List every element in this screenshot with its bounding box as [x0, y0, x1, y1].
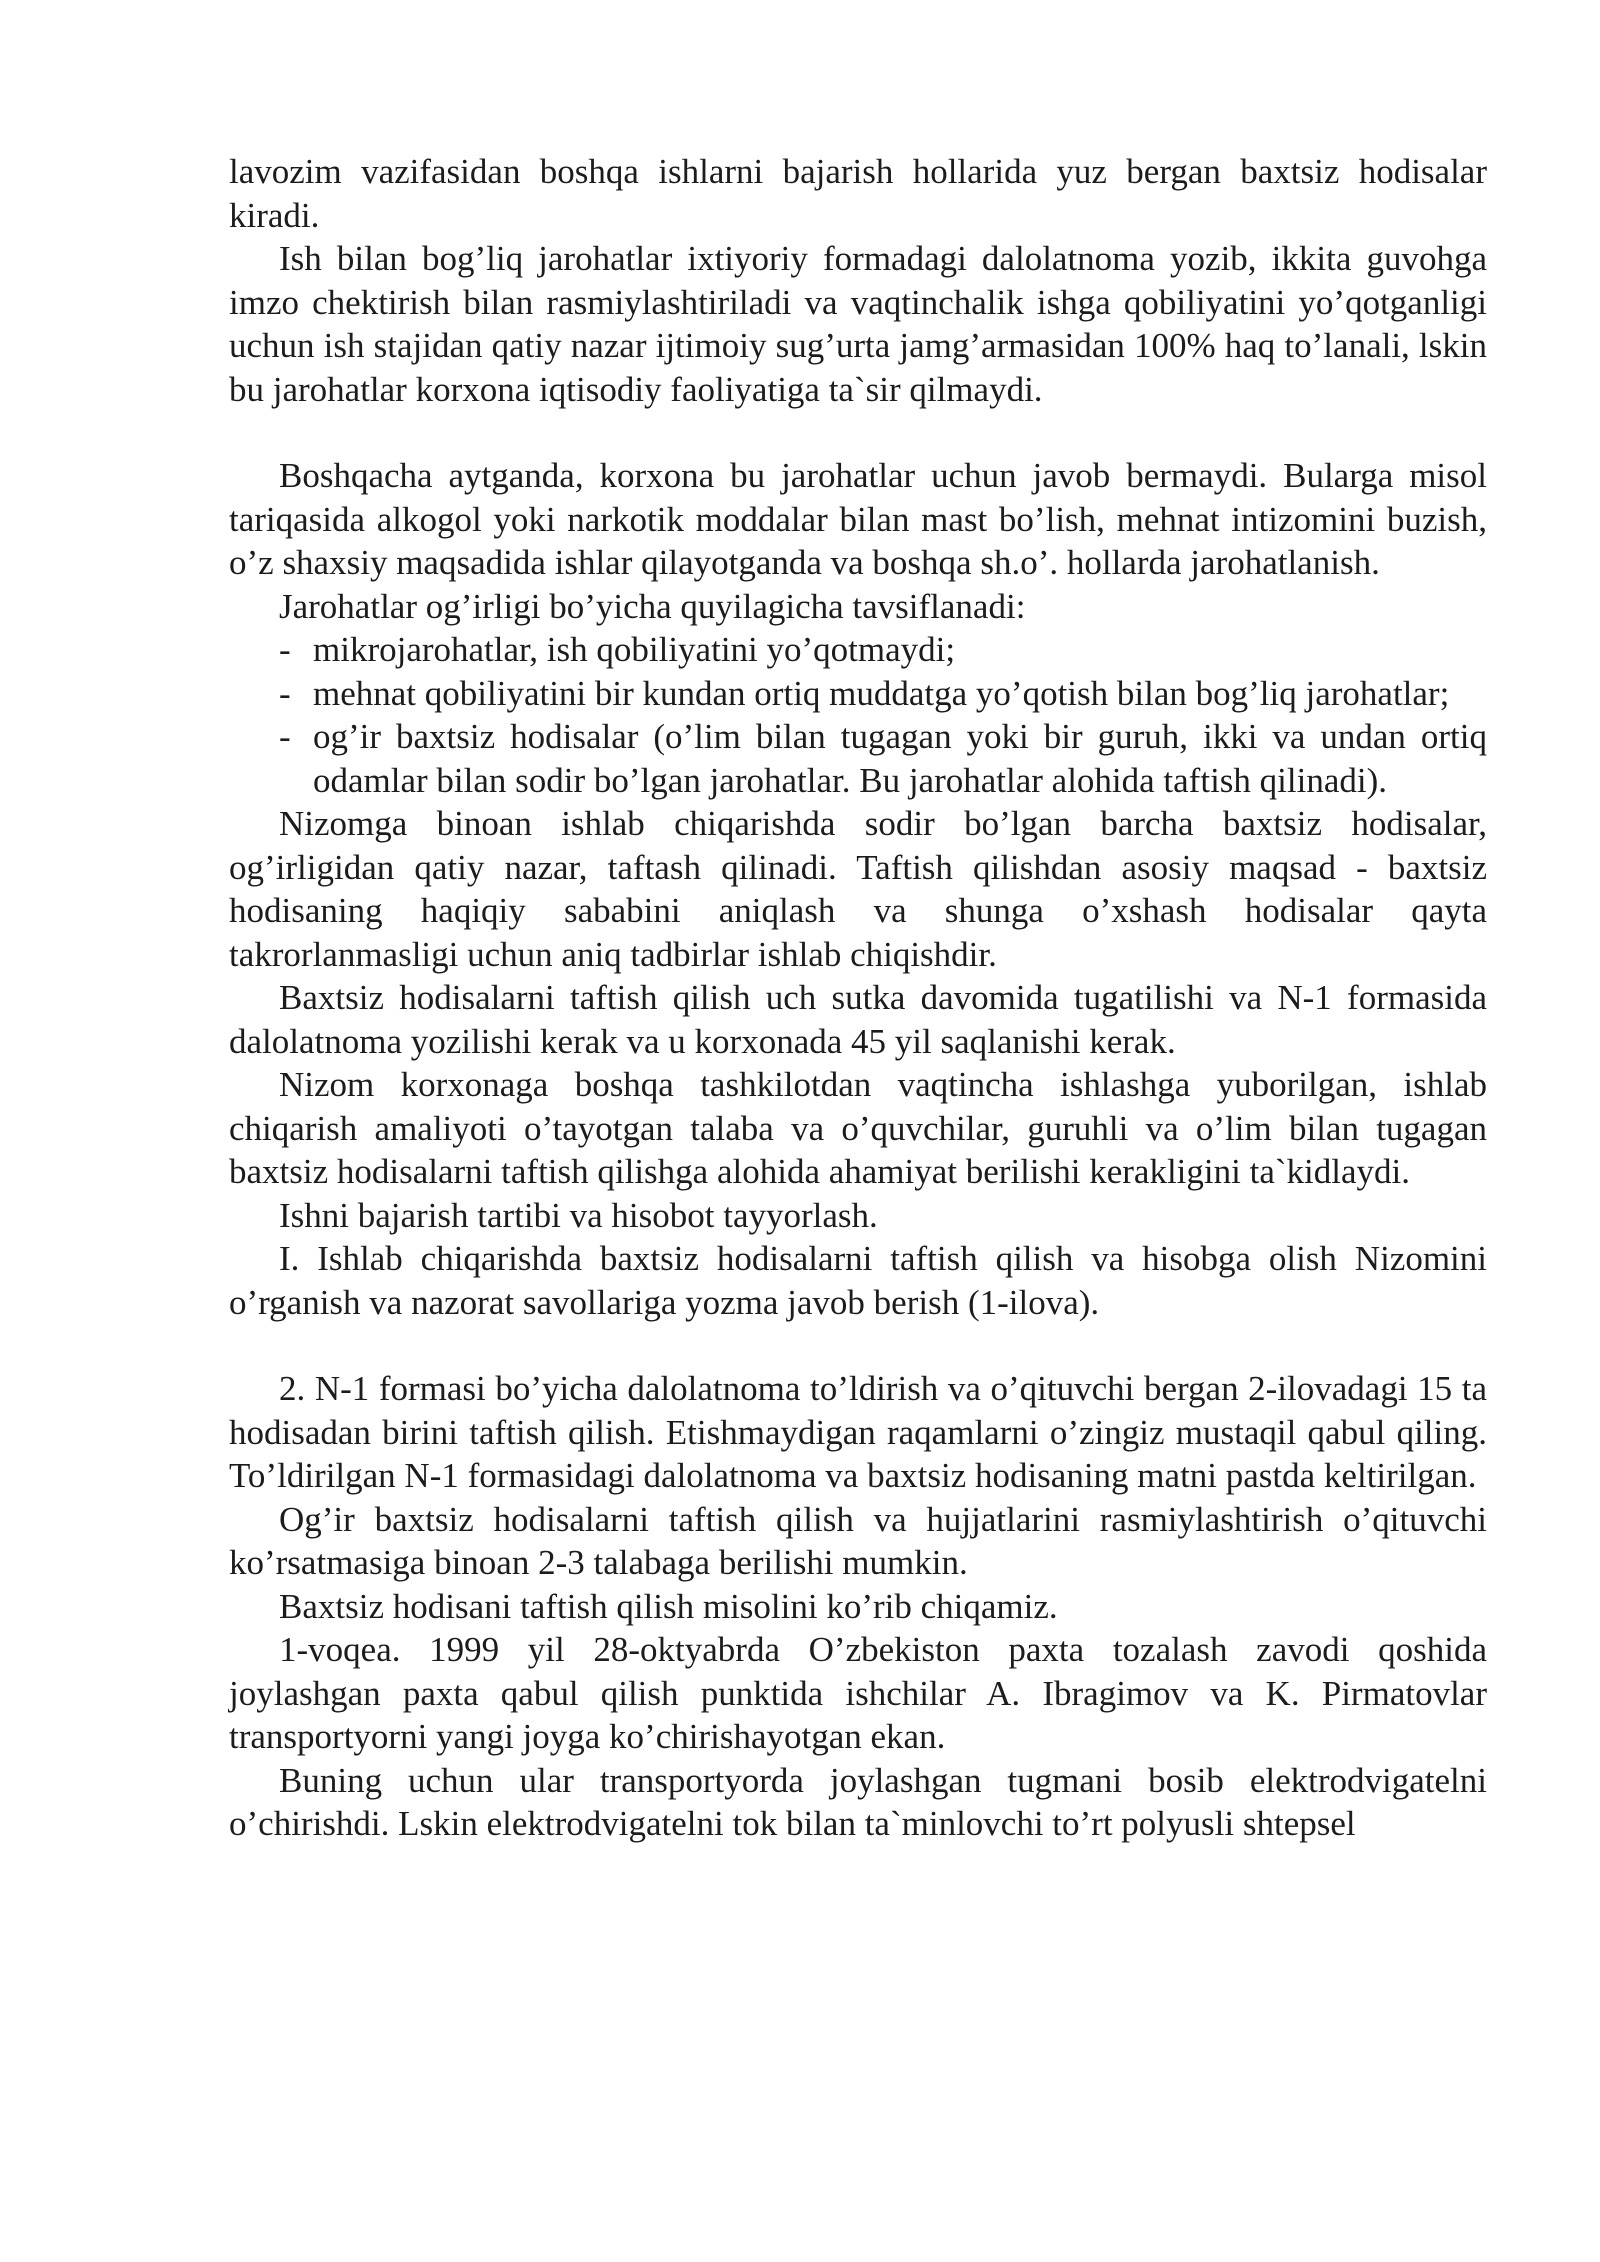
paragraph-10: Og’ir baxtsiz hodisalarni taftish qilish va hujjatlarini rasmiylashtirish o’qituvchi ko’rsatmasiga binoan 2-3 talabaga berilishi mumkin.	[229, 1499, 1487, 1582]
paragraph-12: 1-voqea. 1999 yil 28-oktyabrda O’zbekiston paxta tozalash zavodi qoshida joylashgan paxta qabul qilish punktida ishchilar A. Ibragimov va K. Pirmatovlar transportyorni yangi joyga ko’chirishayotgan ekan.	[229, 1630, 1487, 1756]
list-item-text: mehnat qobiliyatini bir kundan ortiq muddatga yo’qotish bilan bog’liq jarohatlar;	[313, 673, 1450, 713]
list-item-text: og’ir baxtsiz hodisalar (o’lim bilan tugagan yoki bir guruh, ikki va undan ortiq odamlar bilan sodir bo’lgan jarohatlar. Bu jarohatlar alohida taftish qilinadi).	[313, 717, 1487, 800]
document-page	[229, 150, 1487, 1846]
paragraph-3: Boshqacha aytganda, korxona bu jarohatlar uchun javob bermaydi. Bularga misol tariqasida alkogol yoki narkotik moddalar bilan mast bo’lish, mehnat intizomini buzish, o’z shaxsiy maqsadida ishlar qilayotganda va boshqa sh.o’. hollarda jarohatlanish.	[229, 456, 1487, 582]
paragraph-2: Ish bilan bog’liq jarohatlar ixtiyoriy formadagi dalolatnoma yozib, ikkita guvohga imzo chektirish bilan rasmiylashtiriladi va vaqtinchalik ishga qobiliyatini yo’qotganligi uchun ish stajidan qatiy nazar ijtimoiy sug’urta jamg’armasidan 100% haq to’lanali, lskin bu jarohatlar korxona iqtisodiy faoliyatiga ta`sir qilmaydi.	[229, 239, 1487, 409]
list-item	[229, 628, 1487, 672]
list-marker: -	[279, 673, 291, 713]
paragraph-9: 2. N-1 formasi bo’yicha dalolatnoma to’ldirish va o’qituvchi bergan 2-ilovadagi 15 ta hodisadan birini taftish qilish. Etishmaydigan raqamlarni o’zingiz mustaqil qabul qiling. To’ldirilgan N-1 formasidagi dalolatnoma va baxtsiz hodisaning matni pastda keltirilgan.	[229, 1369, 1487, 1495]
paragraph-6: Baxtsiz hodisalarni taftish qilish uch sutka davomida tugatilishi va N-1 formasida dalolatnoma yozilishi kerak va u korxonada 45 yil saqlanishi kerak.	[229, 978, 1487, 1061]
section-heading: Ishni bajarish tartibi va hisobot tayyorlash.	[279, 1195, 878, 1235]
paragraph-7: Nizom korxonaga boshqa tashkilotdan vaqtincha ishlashga yuborilgan, ishlab chiqarish amaliyoti o’tayotgan talaba va o’quvchilar, guruhli va o’lim bilan tugagan baxtsiz hodisalarni taftish qilishga alohida ahamiyat berilishi kerakligini ta`kidlaydi.	[229, 1065, 1487, 1191]
list-item	[229, 672, 1487, 716]
paragraph-8: I. Ishlab chiqarishda baxtsiz hodisalarni taftish qilish va hisobga olish Nizomini o’rganish va nazorat savollariga yozma javob berish (1-ilova).	[229, 1239, 1487, 1322]
list-marker: -	[279, 630, 291, 669]
severity-list	[229, 628, 1487, 802]
paragraph-11: Baxtsiz hodisani taftish qilish misolini ko’rib chiqamiz.	[279, 1586, 1058, 1626]
list-item	[229, 715, 1487, 802]
paragraph-4: Jarohatlar og’irligi bo’yicha quyilagicha tavsiflanadi:	[279, 586, 1026, 626]
list-marker: -	[279, 717, 291, 756]
paragraph-5: Nizomga binoan ishlab chiqarishda sodir bo’lgan barcha baxtsiz hodisalar, og’irligidan qatiy nazar, taftash qilinadi. Taftish qilishdan asosiy maqsad - baxtsiz hodisaning haqiqiy sababini aniqlash va shunga o’xshash hodisalar qayta takrorlanmasligi uchun aniq tadbirlar ishlab chiqishdir.	[229, 804, 1487, 974]
paragraph-13: Buning uchun ular transportyorda joylashgan tugmani bosib elektrodvigatelni o’chirishdi. Lskin elektrodvigatelni tok bilan ta`minlovchi to’rt polyusli shtepsel	[229, 1760, 1487, 1843]
list-item-text: mikrojarohatlar, ish qobiliyatini yo’qotmaydi;	[313, 630, 956, 669]
paragraph-1: lavozim vazifasidan boshqa ishlarni bajarish hollarida yuz bergan baxtsiz hodisalar kiradi.	[229, 152, 1487, 235]
